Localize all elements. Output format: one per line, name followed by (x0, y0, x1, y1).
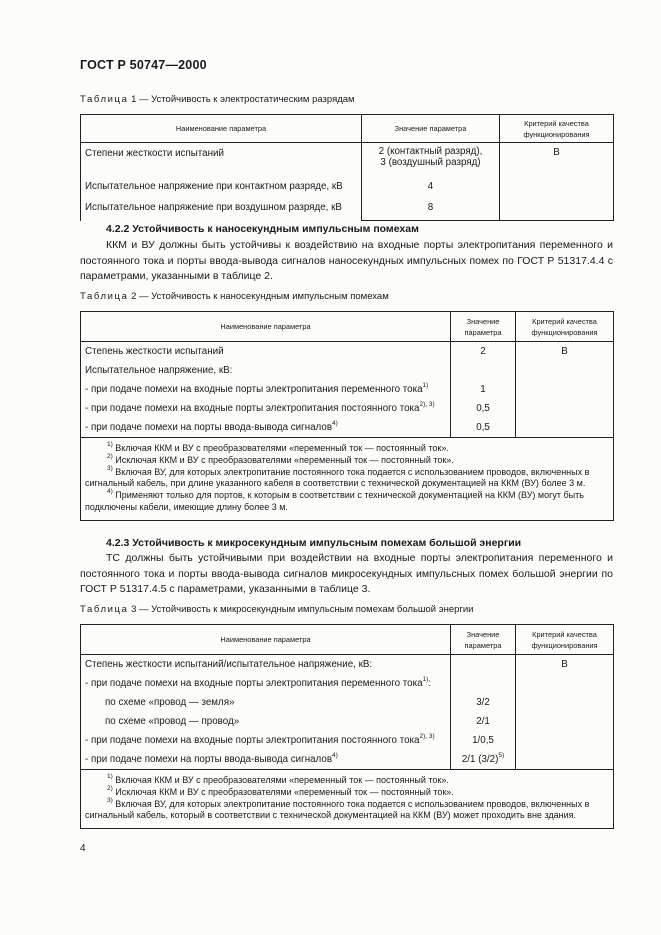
section-paragraph: ТС должны быть устойчивыми при воздействии на входные порты электропитания переменного и постоянного тока и порты ввода-вывода сигналов микросекундных импульсных помех большой энергии по ГОСТ Р 51317.4.5 с параметрами, указанными в таблице 3. (80, 552, 613, 596)
table3-row-value (451, 655, 515, 674)
table1-row-value: 2 (контактный разряд), (378, 146, 483, 157)
table3-footnotes (81, 770, 614, 829)
table3-row-value: 2/1 $(3/2)^{5)}$ (461, 752, 505, 765)
table1-row-value: 8 (427, 202, 434, 213)
table3-row-value (451, 674, 515, 693)
table2-col-name: Наименование параметра (81, 312, 451, 342)
table2 (80, 311, 614, 521)
table2-row-label: Испытательное напряжение, кВ: (85, 365, 233, 376)
table2-row-value: 0,5 (476, 403, 490, 414)
table1-col-criterion: Критерий качества функционирования (500, 115, 614, 143)
document-header: ГОСТ Р 50747—2000 (80, 58, 207, 72)
table2-row-value (451, 361, 515, 380)
table3-row-value: 1/0,5 (472, 735, 494, 746)
table1-row-value: 3 (воздушный разряд) (380, 157, 481, 168)
table2-row-label: - при подаче помехи на порты ввода-вывода сигналов$^{4)}$ (85, 420, 338, 433)
table2-row (81, 342, 614, 438)
section-title: 4.2.3 Устойчивость к микросекундным импульсным помехам большой энергии (106, 537, 522, 549)
table1-col-name: Наименование параметра (81, 115, 362, 143)
table1-row-criterion: В (553, 147, 560, 158)
table3-row-label: - при подаче помехи на входные порты электропитания переменного тока$^{1)}$: (85, 676, 432, 689)
table3-row-label: - при подаче помехи на входные порты электропитания постоянного тока$^{2), 3)}$ (85, 733, 435, 746)
table3-row-label: по схеме «провод — провод» (105, 716, 240, 727)
footnote: $^{4)}$ Применяют только для портов, к которым в соответствии с технической документацией на ККМ (ВУ) могут быть подключены кабели, имеющие длину более 3 м. (85, 488, 584, 512)
footnote: $^{2)}$ Исключая ККМ и ВУ с преобразователями «переменный ток — постоянный ток». (107, 784, 454, 797)
table1-row-label: Испытательное напряжение при контактном разряде, кВ (85, 181, 343, 192)
table2-row-value: 1 (480, 384, 486, 395)
table3-row-label: Степень жесткости испытаний/испытательное напряжение, кВ: (85, 659, 373, 670)
table3-col-criterion: Критерий качества функционирования (516, 625, 614, 655)
table2-row-value: 2 (480, 346, 486, 357)
footnote: $^{3)}$ Включая ВУ, для которых электропитание постоянного тока подается с использованием проводов, включенных в сигнальный кабель, при длине указанного кабеля в соответствии с технической документацией на ККМ (ВУ) более 3 м. (85, 464, 590, 489)
table2-caption: Таблица 2 — Устойчивость к наносекундным импульсным помехам (80, 291, 389, 302)
table2-row-label: - при подаче помехи на входные порты электропитания переменного тока$^{1)}$ (85, 382, 429, 395)
table1-row-label: Испытательное напряжение при воздушном разряде, кВ (85, 202, 342, 213)
table2-row-value: 0,5 (476, 422, 490, 433)
table3-row-criterion: В (561, 659, 568, 670)
table1 (80, 114, 614, 221)
footnote: $^{1)}$ Включая ККМ и ВУ с преобразователями «переменный ток — постоянный ток». (107, 441, 449, 453)
table2-row-label: Степень жесткости испытаний (85, 346, 224, 357)
table3-row-label: по схеме «провод — земля» (105, 697, 235, 708)
table1-row-value: 4 (427, 181, 434, 192)
page-number: 4 (80, 843, 86, 854)
table2-col-value: Значение параметра (451, 312, 516, 342)
footnote: $^{2)}$ Исключая ККМ и ВУ с преобразователями «переменный ток — постоянный ток». (107, 452, 454, 465)
table1-row-label: Степени жесткости испытаний (85, 148, 224, 159)
section-paragraph: ККМ и ВУ должны быть устойчивы к воздействию на входные порты электропитания переменного и постоянного тока и порты ввода-вывода сигналов наносекундных импульсных помех по ГОСТ Р 51317.4.4 с параметрами, указанными в таблице 2. (80, 239, 613, 283)
table2-row-label: - при подаче помехи на входные порты электропитания постоянного тока$^{2), 3)}$ (85, 401, 435, 414)
table3-row-value: 2/1 (476, 716, 490, 727)
table3-caption: Таблица 3 — Устойчивость к микросекундным импульсным помехам большой энергии (80, 604, 474, 615)
footnote: $^{3)}$ Включая ВУ, для которых электропитание постоянного тока подается с использованием проводов, включенных в сигнальный кабель, который в соответствии с технической документацией на ККМ (ВУ) может проходить вне здания. (85, 796, 590, 821)
table3-row-value: 3/2 (476, 697, 490, 708)
footnote: $^{1)}$ Включая ККМ и ВУ с преобразователями «переменный ток — постоянный ток». (107, 773, 449, 785)
table3-col-value: Значение параметра (451, 625, 516, 655)
table3-row-label: - при подаче помехи на порты ввода-вывода сигналов$^{4)}$ (85, 752, 338, 765)
table1-col-value: Значение параметра (362, 115, 500, 143)
table3 (80, 624, 614, 829)
table1-row (81, 143, 614, 221)
section-title: 4.2.2 Устойчивость к наносекундным импульсным помехам (106, 223, 419, 235)
table2-col-criterion: Критерий качества функционирования (516, 312, 614, 342)
table3-row (81, 655, 614, 770)
table3-col-name: Наименование параметра (81, 625, 451, 655)
table2-footnotes (81, 438, 614, 521)
table2-row-criterion: В (561, 346, 568, 357)
table1-caption: Таблица 1 — Устойчивость к электростатическим разрядам (80, 94, 355, 105)
